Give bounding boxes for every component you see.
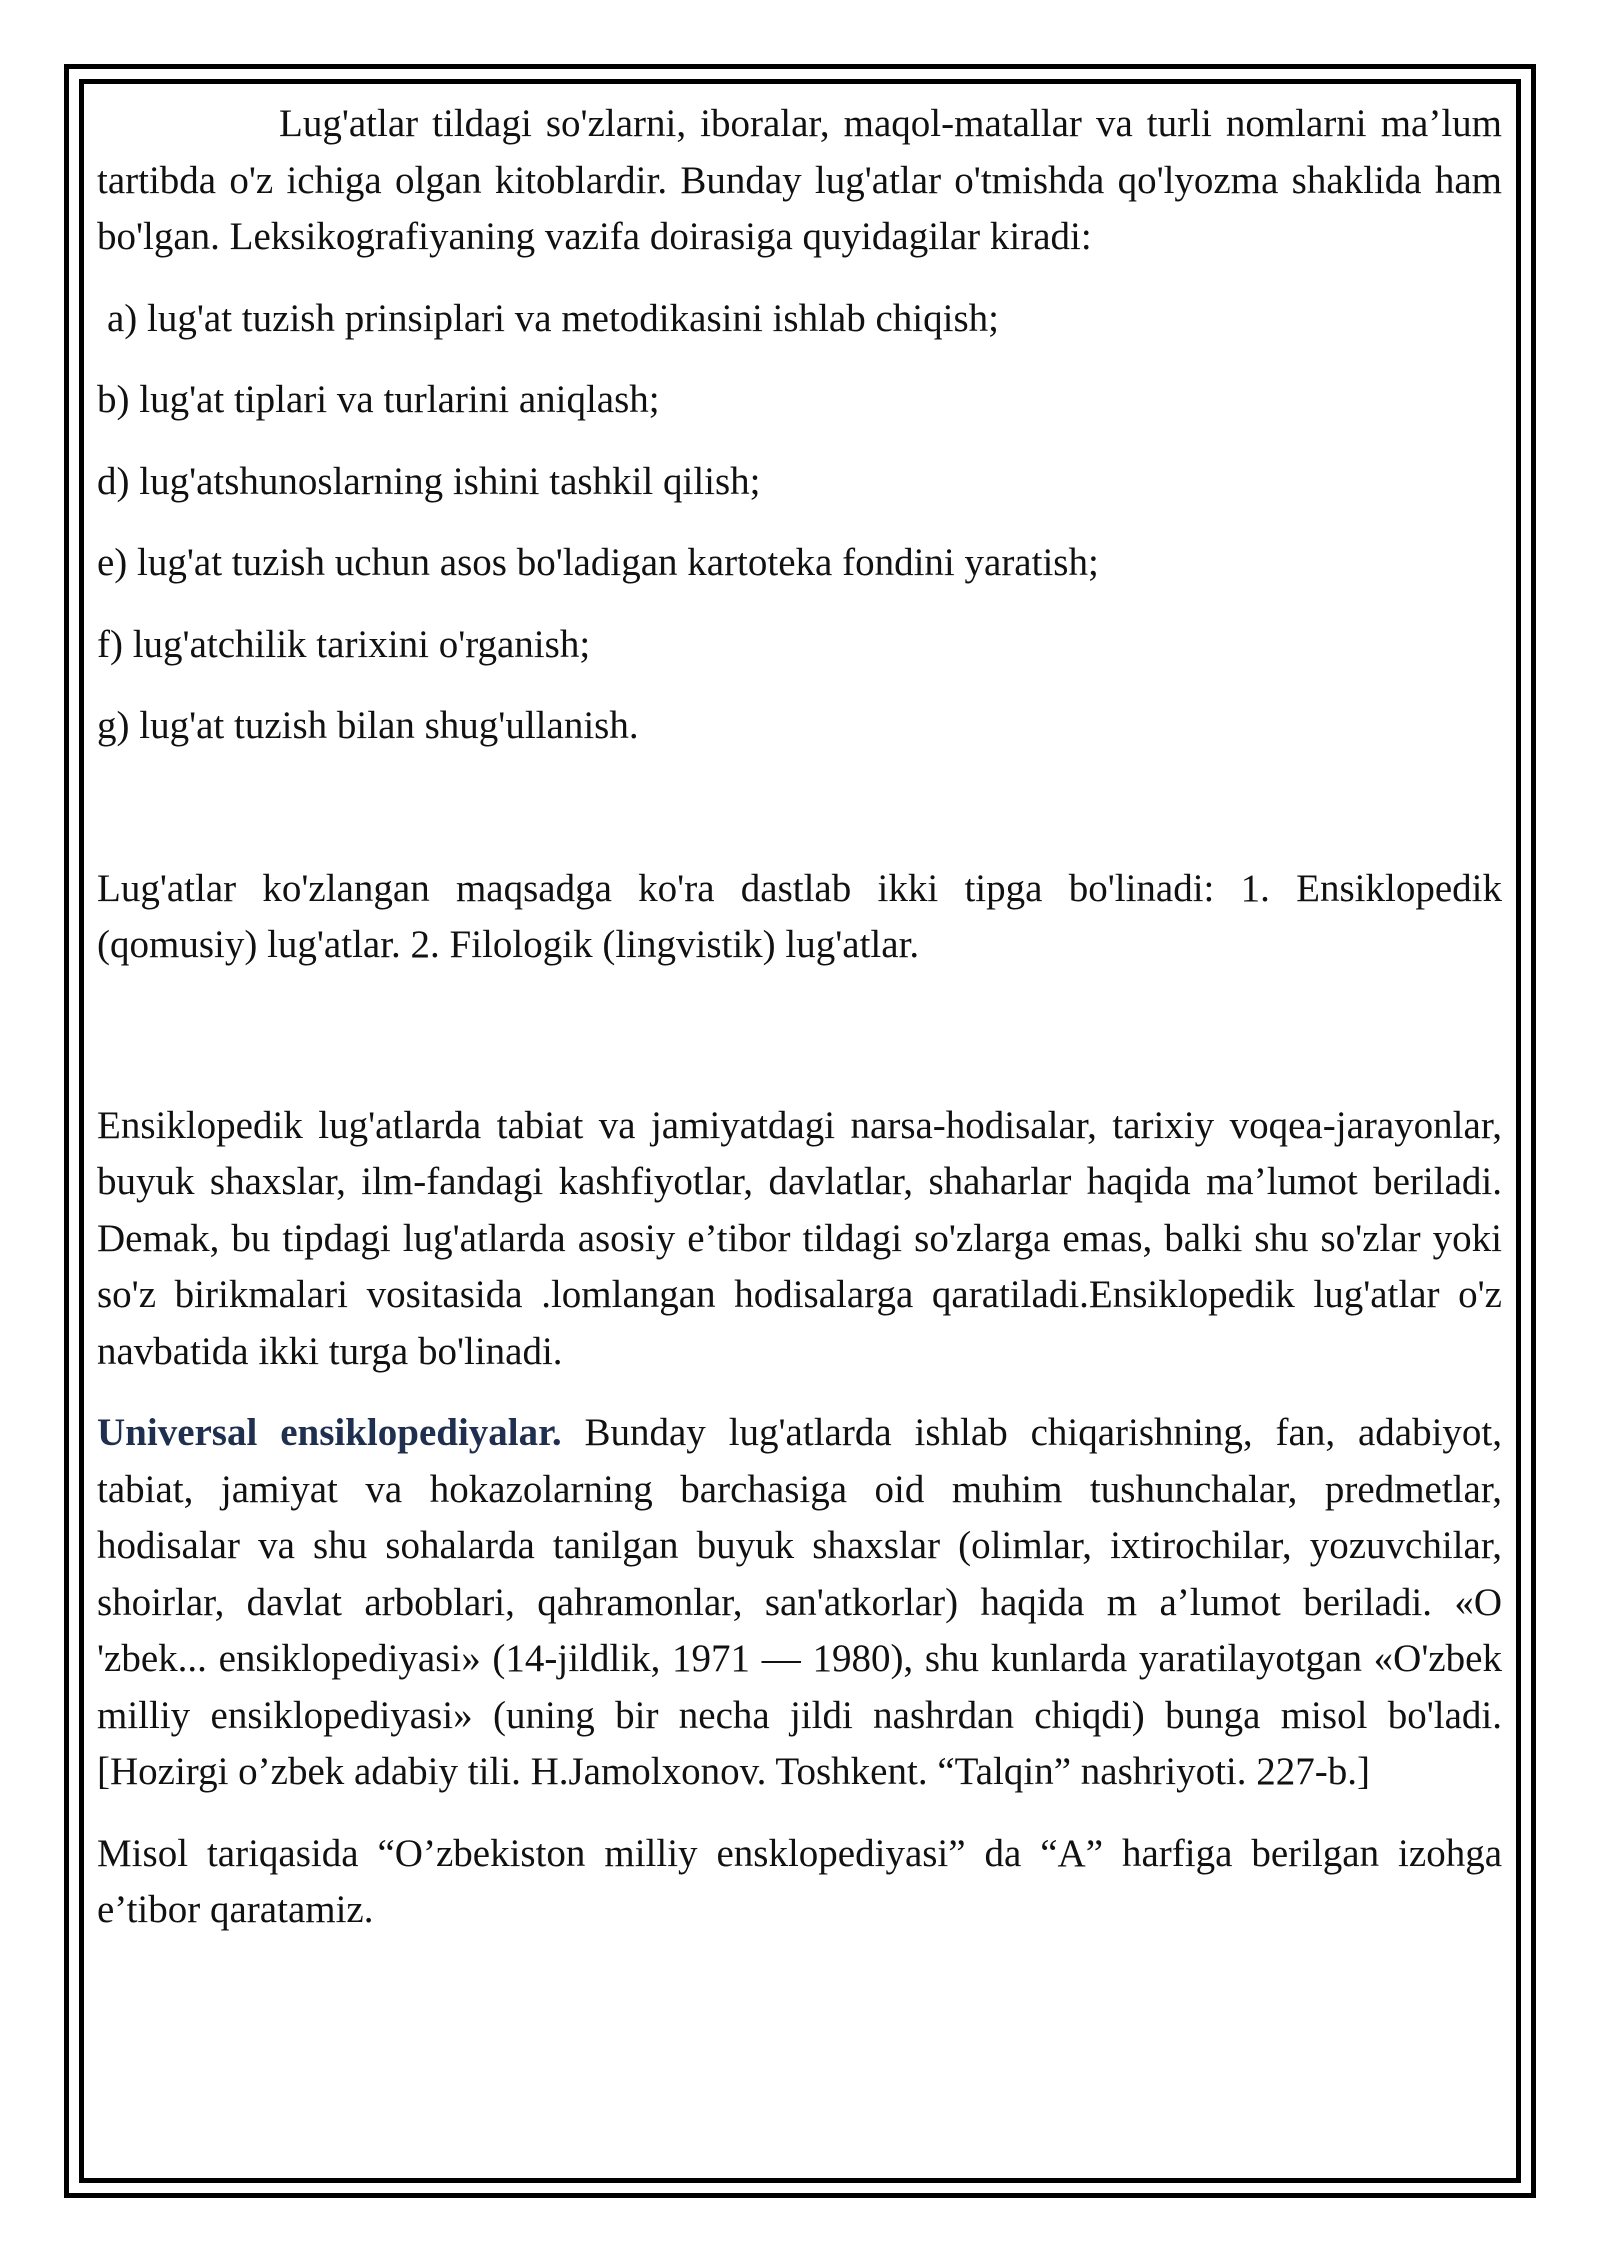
list-item: b) lug'at tiplari va turlarini aniqlash; — [97, 378, 660, 421]
list-item: g) lug'at tuzish bilan shug'ullanish. — [97, 704, 639, 747]
universal-body: Bunday lug'atlarda ishlab chiqarishning, fan, adabiyot, tabiat, jamiyat va hokazolarning barchasiga oid muhim tushunchalar, predmetlar, hodisalar va shu sohalarda tanilgan buyuk shaxslar (olimlar, ixtirochilar, yozuvchilar, shoirlar, davlat arboblari, qahramonlar, san'atkorlar) haqida m a’lumot beriladi. «O 'zbek... ensiklopediyasi» (14-jildlik, 1971 — 1980), shu kunlarda yaratilayotgan «O'zbek milliy ensiklopediyasi» (uning bir necha jildi nashrdan chiqdi) bunga misol bo'ladi. [Hozirgi o’zbek adabiy tili. H.Jamolxonov. Toshkent. “Talqin” nashriyoti. 227-b.] — [97, 1411, 1502, 1793]
tasks-list — [97, 291, 1502, 755]
document-body — [97, 96, 1502, 1939]
list-item: d) lug'atshunoslarning ishini tashkil qilish; — [97, 459, 761, 503]
universal-heading: Universal ensiklopediyalar. — [97, 1411, 562, 1454]
example-paragraph: Misol tariqasida “O’zbekiston milliy ensklopediyasi” da “A” harfiga berilgan izohga e’tibor qaratamiz. — [97, 1831, 1502, 1931]
universal-encyclopedias-paragraph — [97, 1405, 1502, 1801]
list-item: a) lug'at tuzish prinsiplari va metodikasini ishlab chiqish; — [107, 296, 999, 340]
list-item: e) lug'at tuzish uchun asos bo'ladigan kartoteka fondini yaratish; — [97, 541, 1099, 584]
intro-paragraph: Lug'atlar tildagi so'zlarni, iboralar, maqol-matallar va turli nomlarni ma’lum tartibda o'z ichiga olgan kitoblardir. Bunday lug'atlar o'tmishda qo'lyozma shaklida ham bo'lgan. Leksikografiyaning vazifa doirasiga quyidagilar kiradi: — [97, 102, 1502, 258]
dictionary-types-paragraph: Lug'atlar ko'zlangan maqsadga ko'ra dastlab ikki tipga bo'linadi: 1. Ensiklopedik (qomusiy) lug'atlar. 2. Filologik (lingvistik) lug'atlar. — [97, 866, 1502, 966]
list-item: f) lug'atchilik tarixini o'rganish; — [97, 622, 591, 666]
encyclopedic-paragraph: Ensiklopedik lug'atlarda tabiat va jamiyatdagi narsa-hodisalar, tarixiy voqea-jarayonlar, buyuk shaxslar, ilm-fandagi kashfiyotlar, davlatlar, shaharlar haqida ma’lumot beriladi. Demak, bu tipdagi lug'atlarda asosiy e’tibor tildagi so'zlarga emas, balki shu so'zlar yoki so'z birikmalari vositasida .lomlangan hodisalarga qaratiladi.Ensiklopedik lug'atlar o'z navbatida ikki turga bo'linadi. — [97, 1103, 1502, 1373]
